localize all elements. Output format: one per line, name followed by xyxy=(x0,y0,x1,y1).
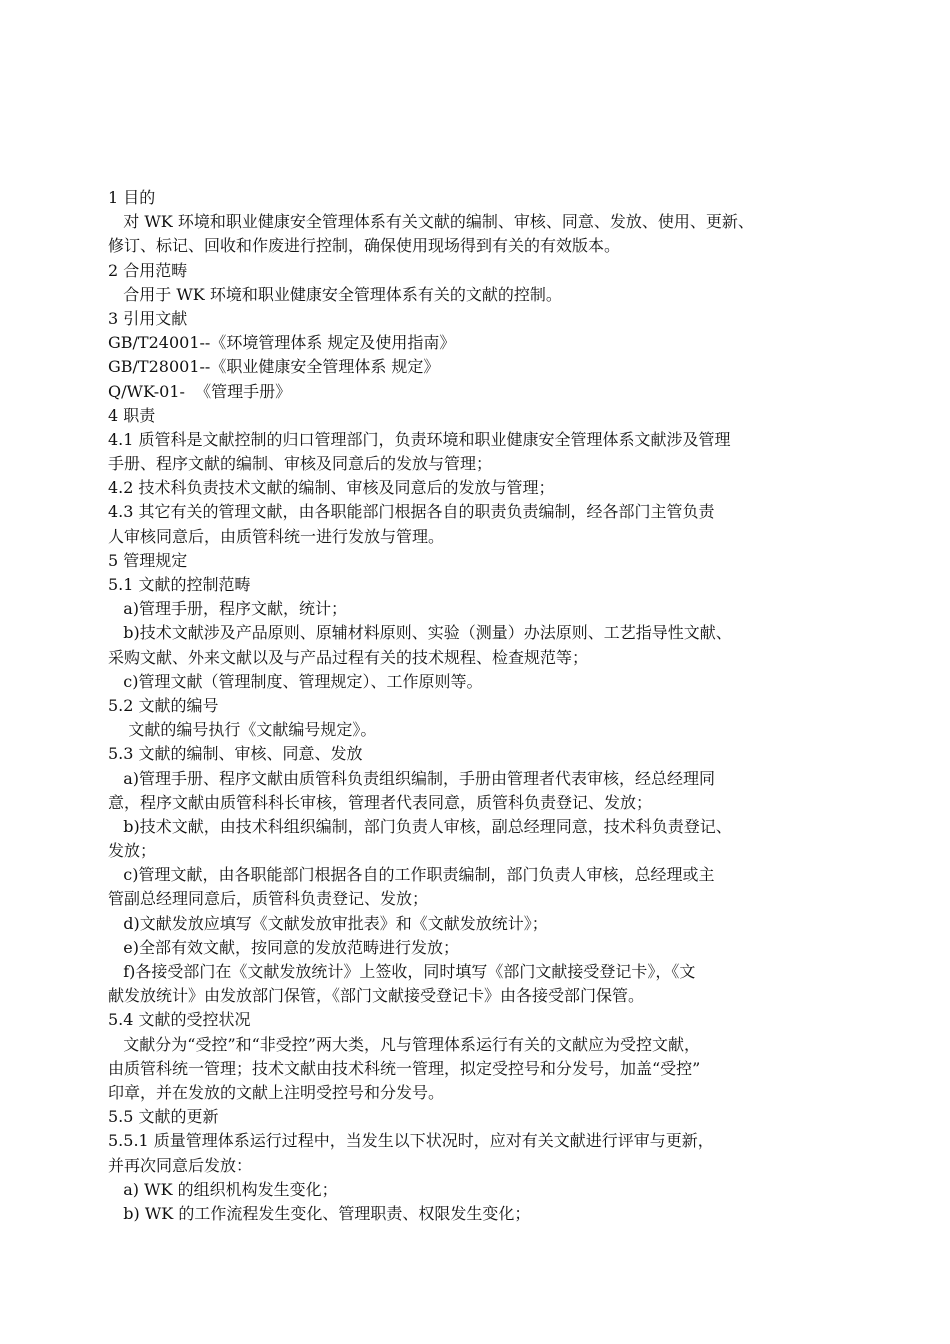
text-line: 4.1 质管科是文献控制的归口管理部门，负责环境和职业健康安全管理体系文献涉及管理 xyxy=(108,429,731,449)
text-line: 5.2 文献的编号 xyxy=(108,695,219,715)
text-line: e)全部有效文献，按同意的发放范畴进行发放； xyxy=(108,937,459,957)
text-line: a)管理手册、程序文献由质管科负责组织编制，手册由管理者代表审核，经总经理同 xyxy=(108,768,716,788)
text-line: 3 引用文献 xyxy=(108,308,188,328)
text-line: Q/WK-01- 《管理手册》 xyxy=(108,381,292,401)
text-line: 4 职责 xyxy=(108,405,156,425)
text-line: c)管理文献，由各职能部门根据各自的工作职责编制，部门负责人审核，总经理或主 xyxy=(108,865,715,885)
text-line: b) WK 的工作流程发生变化、管理职责、权限发生变化； xyxy=(108,1203,531,1223)
text-line: 人审核同意后，由质管科统一进行发放与管理。 xyxy=(108,526,445,546)
document-body xyxy=(108,186,898,1226)
text-line: d)文献发放应填写《文献发放审批表》和《文献发放统计》； xyxy=(108,913,548,933)
text-line: GB/T24001--《环境管理体系 规定及使用指南》 xyxy=(108,333,456,353)
text-line: 文献分为“受控”和“非受控”两大类，凡与管理体系运行有关的文献应为受控文献， xyxy=(108,1034,700,1054)
text-line: b)技术文献，由技术科组织编制，部门负责人审核，副总经理同意，技术科负责登记、 xyxy=(108,816,732,836)
text-line: 修订、标记、回收和作废进行控制，确保使用现场得到有关的有效版本。 xyxy=(108,236,621,256)
text-line: 文献的编号执行《文献编号规定》。 xyxy=(108,720,377,740)
text-line: 4.2 技术科负责技术文献的编制、审核及同意后的发放与管理； xyxy=(108,478,555,498)
text-line: 5.5 文献的更新 xyxy=(108,1107,219,1127)
text-line: 1 目的 xyxy=(108,188,156,207)
text-line: 5.5.1 质量管理体系运行过程中，当发生以下状况时，应对有关文献进行评审与更新， xyxy=(108,1131,714,1151)
text-line: a) WK 的组织机构发生变化； xyxy=(108,1179,338,1199)
text-line: 印章，并在发放的文献上注明受控号和分发号。 xyxy=(108,1082,445,1102)
text-line: c)管理文献（管理制度、管理规定）、工作原则等。 xyxy=(108,671,483,691)
text-line: b)技术文献涉及产品原则、原辅材料原则、实验（测量）办法原则、工艺指导性文献、 xyxy=(108,623,732,643)
text-line: a)管理手册，程序文献，统计； xyxy=(108,599,348,619)
text-line: 发放； xyxy=(108,841,157,861)
text-line: 5.4 文献的受控状况 xyxy=(108,1010,251,1030)
text-line: 5.1 文献的控制范畴 xyxy=(108,575,251,594)
text-line: 对 WK 环境和职业健康安全管理体系有关文献的编制、审核、同意、发放、使用、更新、 xyxy=(108,212,754,232)
text-line: 4.3 其它有关的管理文献，由各职能部门根据各自的职责负责编制，经各部门主管负责 xyxy=(108,502,715,522)
text-line: 2 合用范畴 xyxy=(108,260,188,280)
text-line: 合用于 WK 环境和职业健康安全管理体系有关的文献的控制。 xyxy=(108,284,562,304)
text-line: GB/T28001--《职业健康安全管理体系 规定》 xyxy=(108,357,440,377)
text-line: 由质管科统一管理；技术文献由技术科统一管理，拟定受控号和分发号，加盖“受控” xyxy=(108,1058,701,1078)
text-line: 5 管理规定 xyxy=(108,550,188,570)
text-line: 5.3 文献的编制、审核、同意、发放 xyxy=(108,744,363,764)
text-line: 意，程序文献由质管科科长审核，管理者代表同意，质管科负责登记、发放； xyxy=(108,792,653,812)
text-line: 手册、程序文献的编制、审核及同意后的发放与管理； xyxy=(108,454,493,474)
text-line: 并再次同意后发放： xyxy=(108,1155,253,1175)
text-line: 献发放统计》由发放部门保管，《部门文献接受登记卡》由各接受部门保管。 xyxy=(108,986,645,1006)
text-line: f)各接受部门在《文献发放统计》上签收，同时填写《部门文献接受登记卡》，《文 xyxy=(108,962,696,981)
text-line: 管副总经理同意后，质管科负责登记、发放； xyxy=(108,889,429,909)
text-line: 采购文献、外来文献以及与产品过程有关的技术规程、检查规范等； xyxy=(108,647,589,667)
